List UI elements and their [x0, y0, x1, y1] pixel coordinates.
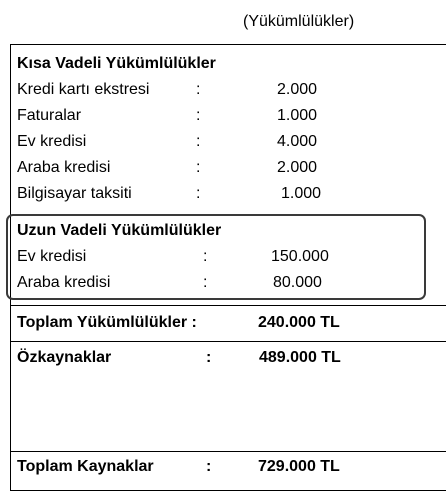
row-value: 1.000: [277, 107, 318, 124]
total-liabilities-label: Toplam Yükümlülükler :: [17, 314, 197, 331]
row-value: 2.000: [277, 81, 318, 98]
total-liabilities-value: 240.000 TL: [258, 314, 340, 331]
equity-label: Özkaynaklar: [17, 349, 112, 366]
table-title: (Yükümlülükler): [243, 13, 355, 30]
equity-value: 489.000 TL: [259, 349, 341, 366]
long-term-heading: Uzun Vadeli Yükümlülükler: [17, 222, 222, 239]
header-divider: [10, 44, 446, 45]
row-separator: :: [196, 185, 201, 202]
row-value: 4.000: [277, 133, 318, 150]
row-value: 150.000: [271, 248, 329, 265]
row-separator: :: [203, 248, 208, 265]
row-label: Ev kredisi: [17, 133, 87, 150]
row-separator: :: [196, 133, 201, 150]
section-divider-liabilities: [10, 305, 446, 306]
section-divider-equity: [10, 451, 446, 452]
row-separator: :: [196, 159, 201, 176]
short-term-heading: Kısa Vadeli Yükümlülükler: [17, 55, 216, 72]
row-label: Araba kredisi: [17, 274, 111, 291]
row-label: Faturalar: [17, 107, 82, 124]
equity-separator: :: [206, 349, 212, 366]
row-separator: :: [203, 274, 208, 291]
bottom-border-line: [10, 490, 446, 491]
row-label: Araba kredisi: [17, 159, 111, 176]
total-resources-separator: :: [206, 458, 212, 475]
total-resources-value: 729.000 TL: [258, 458, 340, 475]
row-separator: :: [196, 81, 201, 98]
row-value: 80.000: [273, 274, 322, 291]
row-label: Bilgisayar taksiti: [17, 185, 132, 202]
row-value: 2.000: [277, 159, 318, 176]
row-value: 1.000: [281, 185, 322, 202]
row-label: Ev kredisi: [17, 248, 87, 265]
row-separator: :: [196, 107, 201, 124]
total-resources-label: Toplam Kaynaklar: [17, 458, 154, 475]
row-label: Kredi kartı ekstresi: [17, 81, 150, 98]
section-divider-total: [10, 341, 446, 342]
